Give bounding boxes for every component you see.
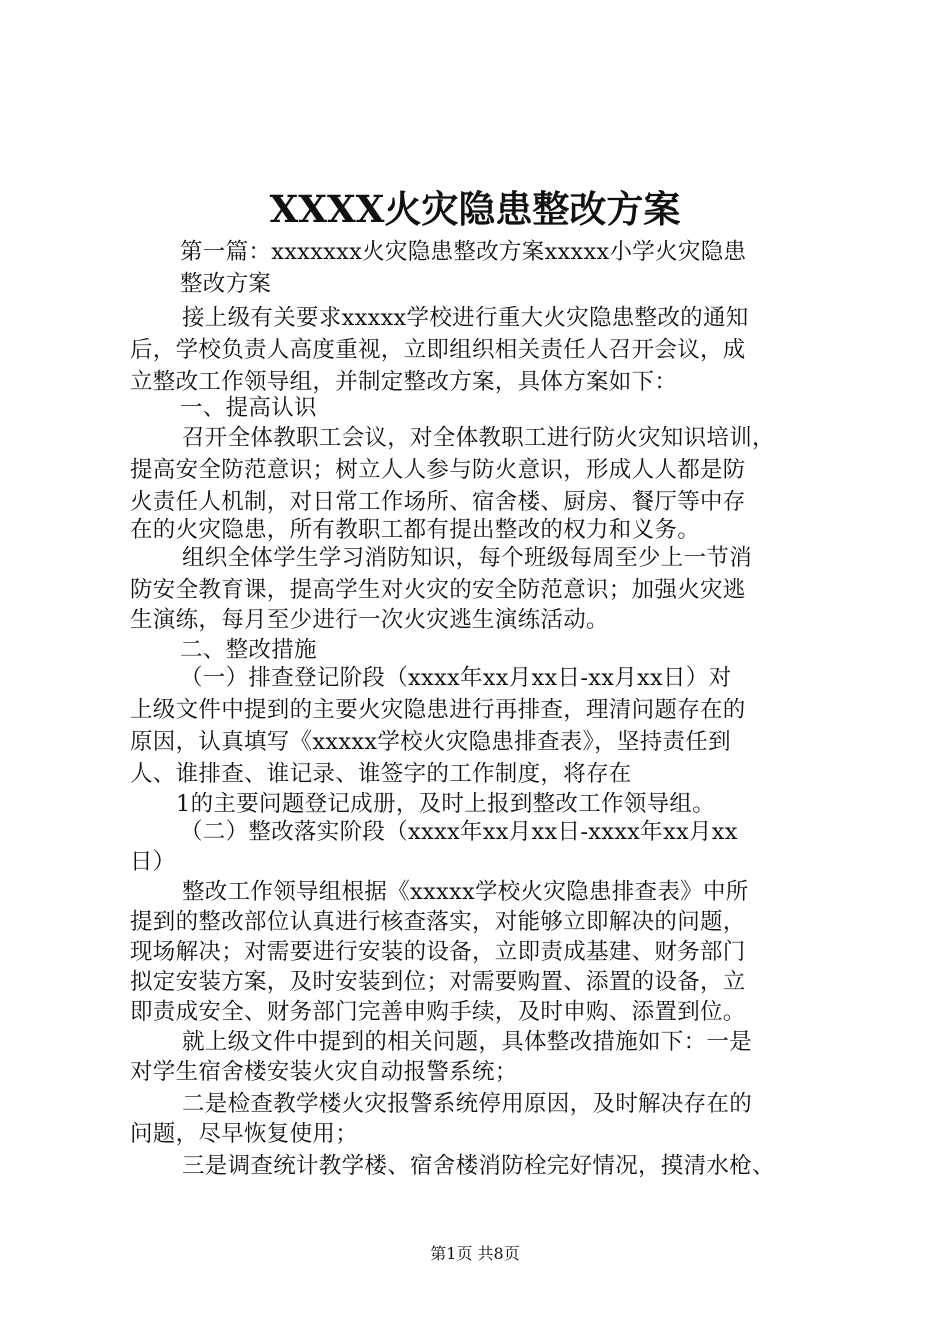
text-line: 即责成安全、财务部门完善申购手续，及时申购、添置到位。 (130, 999, 746, 1025)
text-line: 组织全体学生学习消防知识，每个班级每周至少上一节消 (182, 545, 753, 571)
text-line: 原因，认真填写《xxxxx学校火灾隐患排查表》，坚持责任到 (130, 729, 731, 755)
text-line: 拟定安装方案，及时安装到位；对需要购置、添置的设备，立 (130, 969, 746, 995)
text-line: 立整改工作领导组，并制定整改方案，具体方案如下： (130, 369, 678, 395)
text-line: 后，学校负责人高度重视，立即组织相关责任人召开会议，成 (130, 337, 746, 363)
text-line: 整改工作领导组根据《xxxxx学校火灾隐患排查表》中所 (182, 879, 749, 905)
text-line: （一）排查登记阶段（xxxx年xx月xx日-xx月xx日）对 (180, 665, 732, 691)
text-line: 就上级文件中提到的相关问题，具体整改措施如下：一是 (182, 1029, 753, 1055)
text-line: 上级文件中提到的主要火灾隐患进行再排查，理清问题存在的 (130, 697, 746, 723)
text-line: 日） (130, 849, 176, 875)
text-line: 1的主要问题登记成册，及时上报到整改工作领导组。 (176, 791, 716, 817)
text-line: 对学生宿舍楼安装火灾自动报警系统； (130, 1059, 518, 1085)
text-line: 问题，尽早恢复使用； (130, 1121, 359, 1147)
text-line: 二是检查教学楼火灾报警系统停用原因，及时解决存在的 (182, 1091, 753, 1117)
text-line: 现场解决；对需要进行安装的设备，立即责成基建、财务部门 (130, 939, 746, 965)
text-line: 提到的整改部位认真进行核查落实，对能够立即解决的问题， (130, 909, 746, 935)
section-heading: 一、提高认识 (180, 395, 317, 421)
document-title: XXXX火灾隐患整改方案 (269, 187, 681, 231)
text-line: 三是调查统计教学楼、宿舍楼消防栓完好情况，摸清水枪、 (182, 1153, 775, 1179)
text-line: 提高安全防范意识；树立人人参与防火意识，形成人人都是防 (130, 457, 746, 483)
text-line: 人、谁排查、谁记录、谁签字的工作制度，将存在 (130, 761, 632, 787)
text-line: （二）整改落实阶段（xxxx年xx月xx日-xxxx年xx月xx (180, 819, 738, 845)
page-number-footer: 第1页 共8页 (430, 1244, 520, 1263)
section-heading: 二、整改措施 (180, 637, 317, 663)
text-line: 在的火灾隐患，所有教职工都有提出整改的权力和义务。 (130, 517, 701, 543)
text-line: 火责任人机制，对日常工作场所、宿舍楼、厨房、餐厅等中存 (130, 489, 746, 515)
text-line: 防安全教育课，提高学生对火灾的安全防范意识；加强火灾逃 (130, 577, 746, 603)
text-line: 整改方案 (180, 271, 272, 297)
text-line: 接上级有关要求xxxxx学校进行重大火灾隐患整改的通知 (182, 305, 749, 331)
text-line: 第一篇：xxxxxxx火灾隐患整改方案xxxxx小学火灾隐患 (180, 239, 747, 265)
text-line: 生演练，每月至少进行一次火灾逃生演练活动。 (130, 607, 609, 633)
text-line: 召开全体教职工会议，对全体教职工进行防火灾知识培训， (182, 425, 775, 451)
